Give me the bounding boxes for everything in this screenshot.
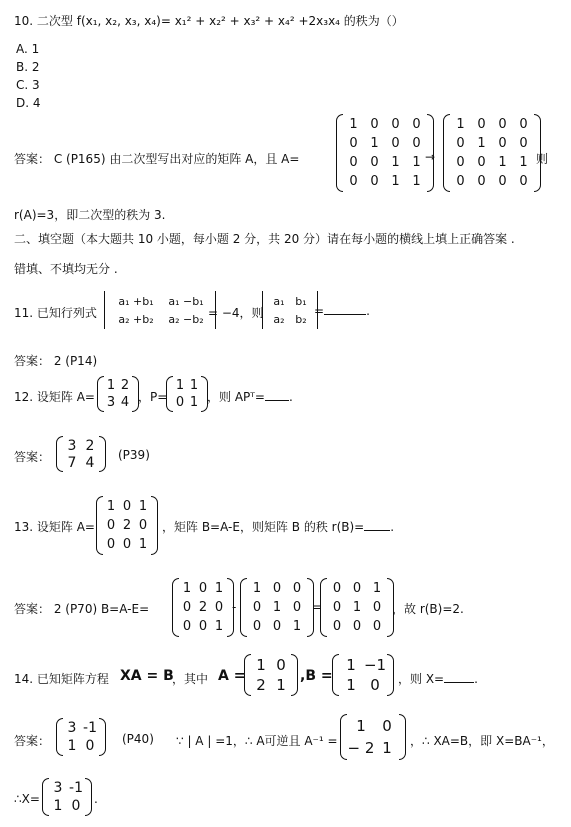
- matrix-cell: 1: [519, 155, 528, 170]
- matrix-cell: 0: [332, 619, 342, 634]
- matrix-cell: 0: [519, 174, 528, 189]
- q12-matrix-a: [97, 376, 139, 412]
- q12-prefix: 12. 设矩阵 A=: [14, 390, 95, 404]
- matrix-cell: −1: [363, 655, 387, 674]
- matrix-cell: 0: [272, 619, 282, 634]
- q14-answer-prefix: 答案：: [14, 734, 51, 748]
- matrix-cell: 0: [332, 581, 342, 596]
- matrix-cell: 2: [256, 675, 266, 694]
- matrix-cell: 3: [106, 395, 116, 410]
- matrix-cell: 2: [122, 518, 132, 533]
- matrix-cell: -1: [83, 720, 97, 736]
- minus-sign: -: [232, 600, 237, 614]
- matrix-cell: 0: [370, 117, 379, 132]
- q14-matrix-a: [244, 654, 298, 696]
- q12-mid: ，P=: [138, 390, 168, 404]
- matrix-cell: 0: [477, 174, 486, 189]
- matrix-cell: 3: [67, 437, 77, 454]
- q12-suffix: ，则 APᵀ= .: [207, 390, 293, 404]
- matrix-cell: 0: [292, 581, 302, 596]
- answer-blank: [364, 530, 390, 531]
- matrix-cell: 1: [67, 738, 77, 754]
- matrix-cell: 1: [106, 499, 116, 514]
- q10-answer-prefix: 答案： C (P165) 由二次型写出对应的矩阵 A，且 A=: [14, 152, 300, 166]
- matrix-cell: 1: [477, 136, 486, 151]
- arrow: →: [425, 150, 436, 164]
- matrix-cell: 4: [120, 395, 130, 410]
- matrix-cell: 1: [53, 798, 63, 814]
- section-heading: 二、填空题（本大题共 10 小题，每小题 2 分，共 20 分）请在每小题的横线上填上正确答案 .: [14, 232, 515, 246]
- matrix-cell: 0: [498, 117, 507, 132]
- matrix-cell: 2: [85, 437, 95, 454]
- matrix-cell: 0: [138, 518, 148, 533]
- matrix-cell: 0: [332, 600, 342, 615]
- matrix-cell: 2: [120, 378, 130, 393]
- matrix-cell: 0: [519, 136, 528, 151]
- matrix-cell: 1: [252, 581, 262, 596]
- matrix-cell: 1: [349, 117, 358, 132]
- matrix-cell: 2: [198, 600, 208, 615]
- matrix-cell: a₁: [273, 294, 285, 308]
- q14-inverse-matrix: [340, 714, 406, 760]
- q12-answer-prefix: 答案：: [14, 450, 51, 464]
- matrix-cell: 0: [106, 518, 116, 533]
- q13-matrix-3: [320, 578, 394, 637]
- matrix-cell: 0: [182, 619, 192, 634]
- q14-matrix-b: [332, 654, 394, 696]
- matrix-cell: 1: [189, 395, 199, 410]
- matrix-cell: a₁ +b₁: [118, 294, 154, 308]
- q14-prefix: 14. 已知矩阵方程: [14, 672, 109, 686]
- q11-suffix: = .: [314, 304, 370, 318]
- q14-reason2: ，∴ XA=B，即 X=BA⁻¹，: [410, 734, 554, 748]
- matrix-cell: 3: [53, 780, 63, 796]
- matrix-cell: 0: [391, 136, 400, 151]
- matrix-cell: − 2: [347, 738, 375, 757]
- q10-suffix: 则: [536, 152, 549, 166]
- equals-sign: =: [312, 600, 323, 614]
- matrix-cell: 0: [352, 581, 362, 596]
- matrix-cell: 1: [456, 117, 465, 132]
- matrix-cell: 1: [412, 155, 421, 170]
- q11-determinant: [104, 291, 216, 329]
- matrix-cell: 0: [382, 716, 392, 735]
- option-a: A. 1: [16, 42, 40, 56]
- q10-matrix-b: [443, 114, 541, 192]
- q13-matrix-2: [240, 578, 314, 637]
- matrix-cell: 1: [272, 600, 282, 615]
- matrix-cell: 0: [182, 600, 192, 615]
- matrix-cell: 1: [256, 655, 266, 674]
- matrix-cell: 0: [252, 619, 262, 634]
- q11-answer: 答案： 2 (P14): [14, 354, 98, 368]
- matrix-cell: 1: [138, 537, 148, 552]
- q13-matrix-1: [172, 578, 237, 637]
- q14-answer-matrix: [56, 718, 106, 756]
- q13-suffix: ，矩阵 B=A-E，则矩阵 B 的秩 r(B)= .: [162, 520, 395, 534]
- matrix-cell: 1: [412, 174, 421, 189]
- matrix-cell: b₁: [295, 294, 307, 308]
- matrix-cell: 0: [71, 798, 81, 814]
- matrix-cell: 0: [498, 174, 507, 189]
- matrix-cell: 0: [498, 136, 507, 151]
- matrix-cell: 0: [370, 174, 379, 189]
- q14-final-matrix: [42, 778, 92, 816]
- matrix-cell: 1: [346, 675, 356, 694]
- matrix-cell: 0: [477, 155, 486, 170]
- matrix-cell: 0: [370, 155, 379, 170]
- matrix-cell: 3: [67, 720, 77, 736]
- matrix-cell: 0: [372, 619, 382, 634]
- matrix-cell: 1: [498, 155, 507, 170]
- matrix-cell: 0: [372, 600, 382, 615]
- q13-answer-suffix: ，故 r(B)=2.: [392, 602, 464, 616]
- matrix-cell: 0: [106, 537, 116, 552]
- matrix-cell: 1: [138, 499, 148, 514]
- q13-prefix: 13. 设矩阵 A=: [14, 520, 95, 534]
- matrix-cell: 0: [122, 537, 132, 552]
- matrix-cell: a₂: [273, 312, 285, 326]
- matrix-cell: 0: [276, 655, 286, 674]
- matrix-cell: 0: [391, 117, 400, 132]
- q10-conclusion: r(A)=3，即二次型的秩为 3.: [14, 208, 166, 222]
- matrix-cell: -1: [69, 780, 83, 796]
- q10-line: 10. 二次型 f(x₁, x₂, x₃, x₄)= x₁² + x₂² + x₃² + x₄² +2x₃x₄ 的秩为（）: [14, 14, 404, 28]
- matrix-cell: 0: [456, 155, 465, 170]
- matrix-cell: 1: [372, 581, 382, 596]
- q11-determinant-2: [262, 291, 318, 329]
- q14-mid: ，其中: [172, 672, 209, 686]
- matrix-cell: 0: [370, 675, 380, 694]
- matrix-cell: 0: [349, 136, 358, 151]
- q14-suffix: ，则 X= .: [398, 672, 478, 686]
- matrix-cell: 4: [85, 454, 95, 471]
- option-d: D. 4: [16, 96, 41, 110]
- q11-prefix: 11. 已知行列式: [14, 306, 97, 320]
- matrix-cell: 1: [356, 716, 366, 735]
- q14-a-label: A =: [218, 668, 246, 684]
- section-note: 错填、不填均无分 .: [14, 262, 118, 276]
- matrix-cell: a₂ −b₂: [168, 312, 204, 326]
- matrix-cell: 0: [122, 499, 132, 514]
- q14-equation: XA = B: [120, 668, 174, 684]
- matrix-cell: 1: [370, 136, 379, 151]
- matrix-cell: 1: [175, 378, 185, 393]
- matrix-cell: a₁ −b₁: [168, 294, 204, 308]
- matrix-cell: 0: [85, 738, 95, 754]
- matrix-cell: 0: [252, 600, 262, 615]
- matrix-cell: 1: [106, 378, 116, 393]
- matrix-cell: a₂ +b₂: [118, 312, 154, 326]
- matrix-cell: 1: [189, 378, 199, 393]
- q14-therefore: ∴X=: [14, 792, 40, 806]
- q13-answer-prefix: 答案： 2 (P70) B=A-E=: [14, 602, 150, 616]
- matrix-cell: 0: [477, 117, 486, 132]
- q13-matrix-a: [96, 496, 158, 555]
- matrix-cell: 1: [346, 655, 356, 674]
- matrix-cell: 0: [352, 619, 362, 634]
- q14-b-label: ,B =: [300, 668, 333, 684]
- matrix-cell: 1: [292, 619, 302, 634]
- q12-answer-ref: (P39): [118, 448, 150, 462]
- matrix-cell: 0: [198, 619, 208, 634]
- matrix-cell: 0: [456, 174, 465, 189]
- matrix-cell: 0: [519, 117, 528, 132]
- q14-answer-ref: (P40): [122, 732, 154, 746]
- matrix-cell: 1: [391, 174, 400, 189]
- matrix-cell: 0: [349, 155, 358, 170]
- q11-mid: = −4，则: [208, 306, 264, 320]
- matrix-cell: 0: [214, 600, 224, 615]
- answer-blank: [324, 314, 366, 315]
- matrix-cell: 0: [412, 136, 421, 151]
- matrix-cell: 1: [276, 675, 286, 694]
- q12-answer-matrix: [56, 436, 106, 472]
- matrix-cell: 7: [67, 454, 77, 471]
- matrix-cell: 1: [214, 619, 224, 634]
- matrix-cell: 0: [292, 600, 302, 615]
- q14-final-suffix: .: [94, 792, 98, 806]
- matrix-cell: 0: [349, 174, 358, 189]
- q14-reason: ∵ | A | =1，∴ A可逆且 A⁻¹ =: [176, 734, 338, 748]
- q10-matrix-a: [336, 114, 434, 192]
- matrix-cell: 1: [214, 581, 224, 596]
- matrix-cell: 1: [352, 600, 362, 615]
- matrix-cell: 0: [175, 395, 185, 410]
- q12-matrix-p: [166, 376, 208, 412]
- matrix-cell: 1: [382, 738, 392, 757]
- matrix-cell: 0: [412, 117, 421, 132]
- answer-blank: [444, 682, 474, 683]
- matrix-cell: 0: [456, 136, 465, 151]
- option-c: C. 3: [16, 78, 40, 92]
- option-b: B. 2: [16, 60, 40, 74]
- matrix-cell: 0: [198, 581, 208, 596]
- answer-blank: [265, 400, 289, 401]
- matrix-cell: 1: [182, 581, 192, 596]
- matrix-cell: 0: [272, 581, 282, 596]
- matrix-cell: b₂: [295, 312, 307, 326]
- matrix-cell: 1: [391, 155, 400, 170]
